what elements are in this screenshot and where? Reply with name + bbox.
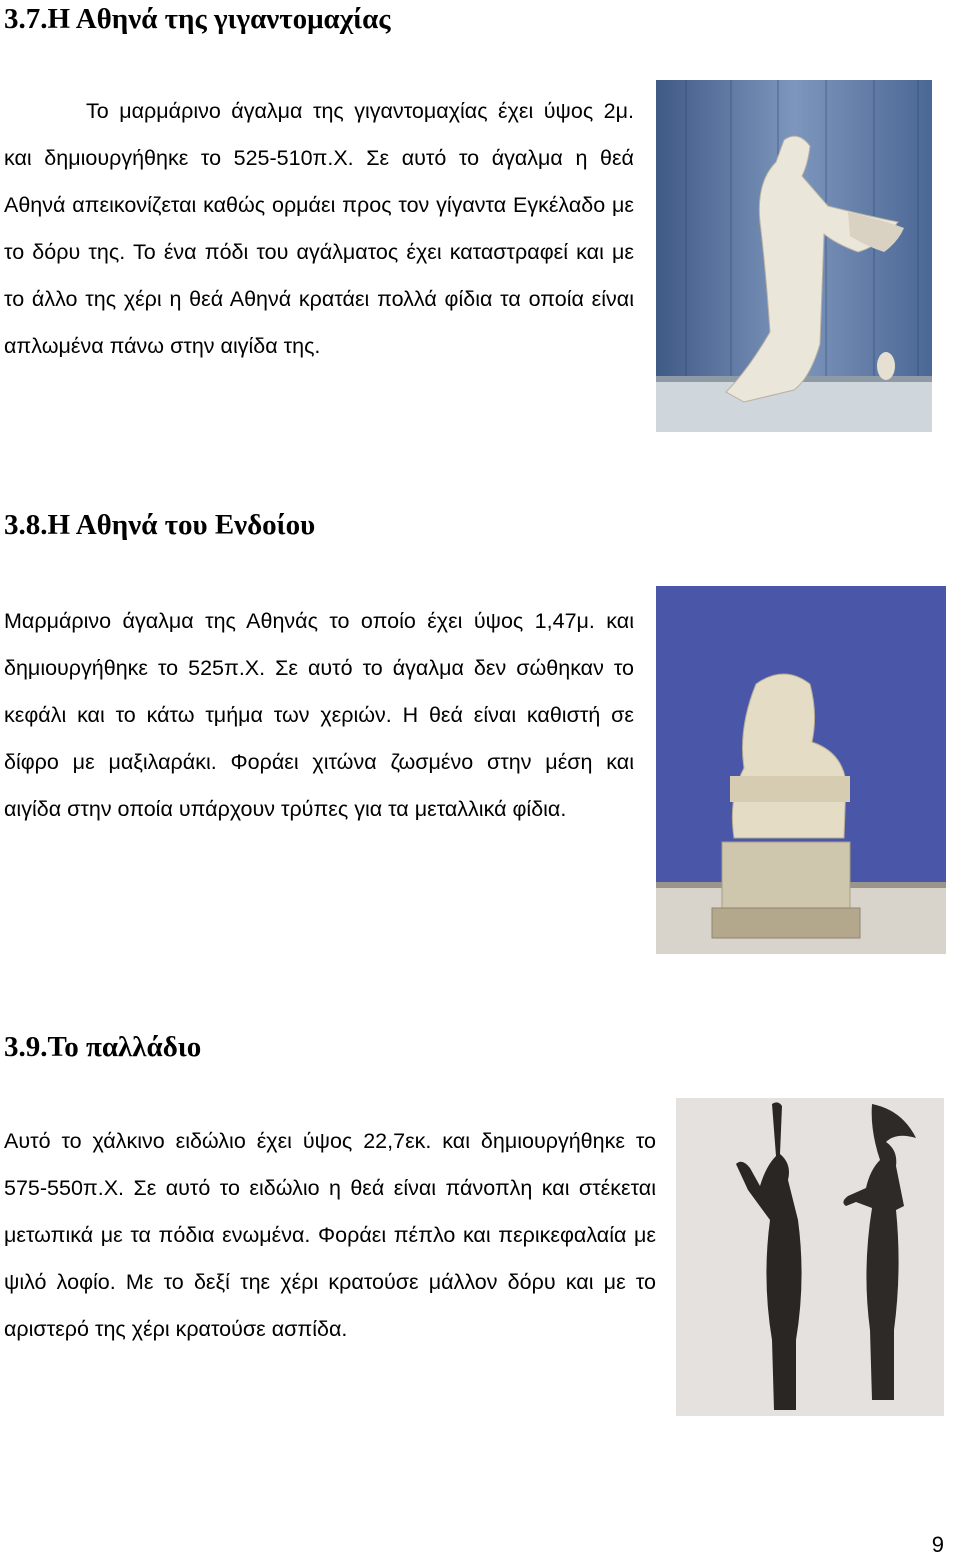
section-paragraph-endoios: Μαρμάρινο άγαλμα της Αθηνάς το οποίο έχει ύψος 1,47μ. και δημιουργήθηκε το 525π.Χ. Σε αυτό το άγαλμα δεν σώθηκαν το κεφάλι και το κάτω τμήμα των χεριών. Η θεά είναι καθιστή σε δίφρο με μαξιλαράκι. Φοράει χιτώνα ζωσμένο στην μέση και αιγίδα στην οποία υπάρχουν τρύπες για τα μεταλλικά φίδια. [4, 609, 634, 821]
section-heading-palladio: 3.9.Το παλλάδιο [4, 1031, 202, 1063]
section-paragraph-palladio: Αυτό το χάλκινο ειδώλιο έχει ύψος 22,7εκ. και δημιουργήθηκε το 575-550π.Χ. Σε αυτό το ειδώλιο η θεά είναι πάνοπλη και στέκεται μετωπικά με τα πόδια ενωμένα. Φοράει πέπλο και περικεφαλαία με ψιλό λοφίο. Με το δεξί τηε χέρι κρατούσε μάλλον δόρυ και με το αριστερό της χέρι κρατούσε ασπίδα. [4, 1129, 656, 1341]
section-heading-gigantomachy: 3.7.Η Αθηνά της γιγαντομαχίας [4, 3, 391, 35]
photo-athena-endoios [656, 586, 946, 954]
section-paragraph-gigantomachy: Το μαρμάρινο άγαλμα της γιγαντομαχίας έχει ύψος 2μ. και δημιουργήθηκε το 525-510π.Χ. Σε αυτό το άγαλμα η θεά Αθηνά απεικονίζεται καθώς ορμάει προς τον γίγαντα Εγκέλαδο με το δόρυ της. Το ένα πόδι του αγάλματος έχει καταστραφεί και με το άλλο της χέρι η θεά Αθηνά κρατάει πολλά φίδια τα οποία είναι απλωμένα πάνω στην αιγίδα της. [4, 99, 634, 358]
page-number: 9 [931, 1532, 944, 1557]
section-heading-endoios: 3.8.Η Αθηνά του Ενδοίου [4, 509, 316, 541]
photo-athena-gigantomachy [656, 80, 932, 432]
photo-palladio-figurines [676, 1098, 944, 1416]
